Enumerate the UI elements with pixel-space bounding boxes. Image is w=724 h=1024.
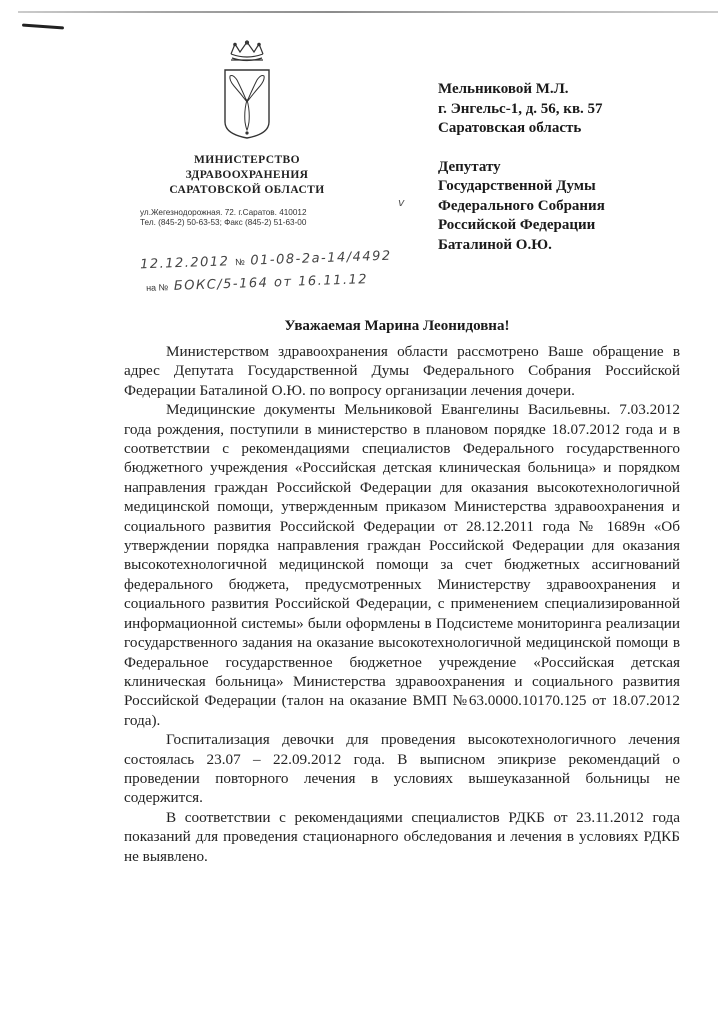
addressee-line: Баталиной О.Ю. bbox=[438, 236, 552, 253]
addressee-block bbox=[438, 80, 605, 255]
body-paragraph: В соответствии с рекомендациями специалистов РДКБ от 23.11.2012 года показаний для проведения стационарного обследования и лечения в условиях РДКБ не выявлено. bbox=[124, 808, 680, 865]
organization-name bbox=[132, 153, 362, 198]
scan-pen-mark bbox=[22, 24, 64, 30]
body-paragraph: Министерством здравоохранения области рассмотрено Ваше обращение в адрес Депутата Государственной Думы Федерального Собрания Российской Федерации Баталиной О.Ю. по вопросу организации лечения дочери. bbox=[124, 343, 680, 399]
org-address: ул.Жегезнодорожная. 72. г.Саратов. 410012 bbox=[140, 208, 307, 217]
registration-line bbox=[140, 249, 392, 273]
org-name-line: МИНИСТЕРСТВО bbox=[194, 154, 300, 166]
body-paragraph: Госпитализация девочки для проведения высокотехнологичного лечения состоялась 23.07 – 22.09.2012 года. В выписном эпикризе рекомендаций о проведении повторного лечения в условиях вышеуказанной больницы не содержится. bbox=[124, 731, 680, 807]
addressee-line: Депутату bbox=[438, 158, 501, 175]
registration-number-label: № bbox=[234, 256, 245, 268]
org-phone: Тел. (845-2) 50-63-53; Факс (845-2) 51-63-00 bbox=[140, 218, 307, 227]
addressee-line: Мельниковой М.Л. bbox=[438, 81, 569, 97]
reply-reference-line bbox=[146, 272, 368, 295]
registration-number: 01-08-2а-14/4492 bbox=[250, 248, 392, 269]
scan-edge-line bbox=[18, 11, 718, 13]
reply-reference-label: на № bbox=[145, 282, 169, 293]
body-paragraph: Медицинские документы Мельниковой Евангелины Васильевны. 7.03.2012 года рождения, поступили в министерство в плановом порядке 18.07.2012 года и в соответствии с рекомендациями специалистов Федерального государственного бюджетного учреждения «Российская детская клиническая больница» и порядком направления граждан Российской Федерации для оказания высокотехнологичной медицинской помощи, утвержденным приказом Министерства здравоохранения и социального развития Российской Федерации от 28.12.2011 года № 1689н «Об утверждении порядка направления граждан Российской Федерации для оказания высокотехнологичной медицинской помощи за счет бюджетных ассигнований федерального бюджета, предусмотренных Министерству здравоохранения и социального развития Российской Федерации, с применением специализированной информационной системы» были оформлены в Подсистеме мониторинга реализации государственного задания на оказание высокотехнологичной медицинской помощи в Федеральное государственное бюджетное учреждение «Российская детская клиническая больница» Министерства здравоохранения и социального развития Российской Федерации (талон на оказание ВМП №63.0000.10170.125 от 18.07.2012 года). bbox=[124, 401, 680, 729]
addressee-line: г. Энгельс-1, д. 56, кв. 57 bbox=[438, 100, 603, 117]
check-mark: v bbox=[398, 196, 405, 209]
reply-reference-value: БОКС/5-164 от 16.11.12 bbox=[173, 272, 369, 294]
letter-body bbox=[124, 342, 680, 866]
addressee-line: Федерального Собрания bbox=[438, 197, 605, 214]
org-name-line: САРАТОВСКОЙ ОБЛАСТИ bbox=[169, 184, 325, 196]
addressee-line: Государственной Думы bbox=[438, 178, 596, 194]
saratov-coat-of-arms-icon bbox=[217, 40, 277, 145]
addressee-line: Саратовская область bbox=[438, 120, 582, 136]
registration-date: 12.12.2012 bbox=[139, 254, 230, 273]
org-name-line: ЗДРАВООХРАНЕНИЯ bbox=[185, 169, 309, 181]
salutation: Уважаемая Марина Леонидовна! bbox=[284, 318, 510, 334]
addressee-line: Российской Федерации bbox=[438, 217, 596, 233]
letterhead bbox=[132, 40, 362, 228]
organization-contacts bbox=[132, 208, 362, 228]
